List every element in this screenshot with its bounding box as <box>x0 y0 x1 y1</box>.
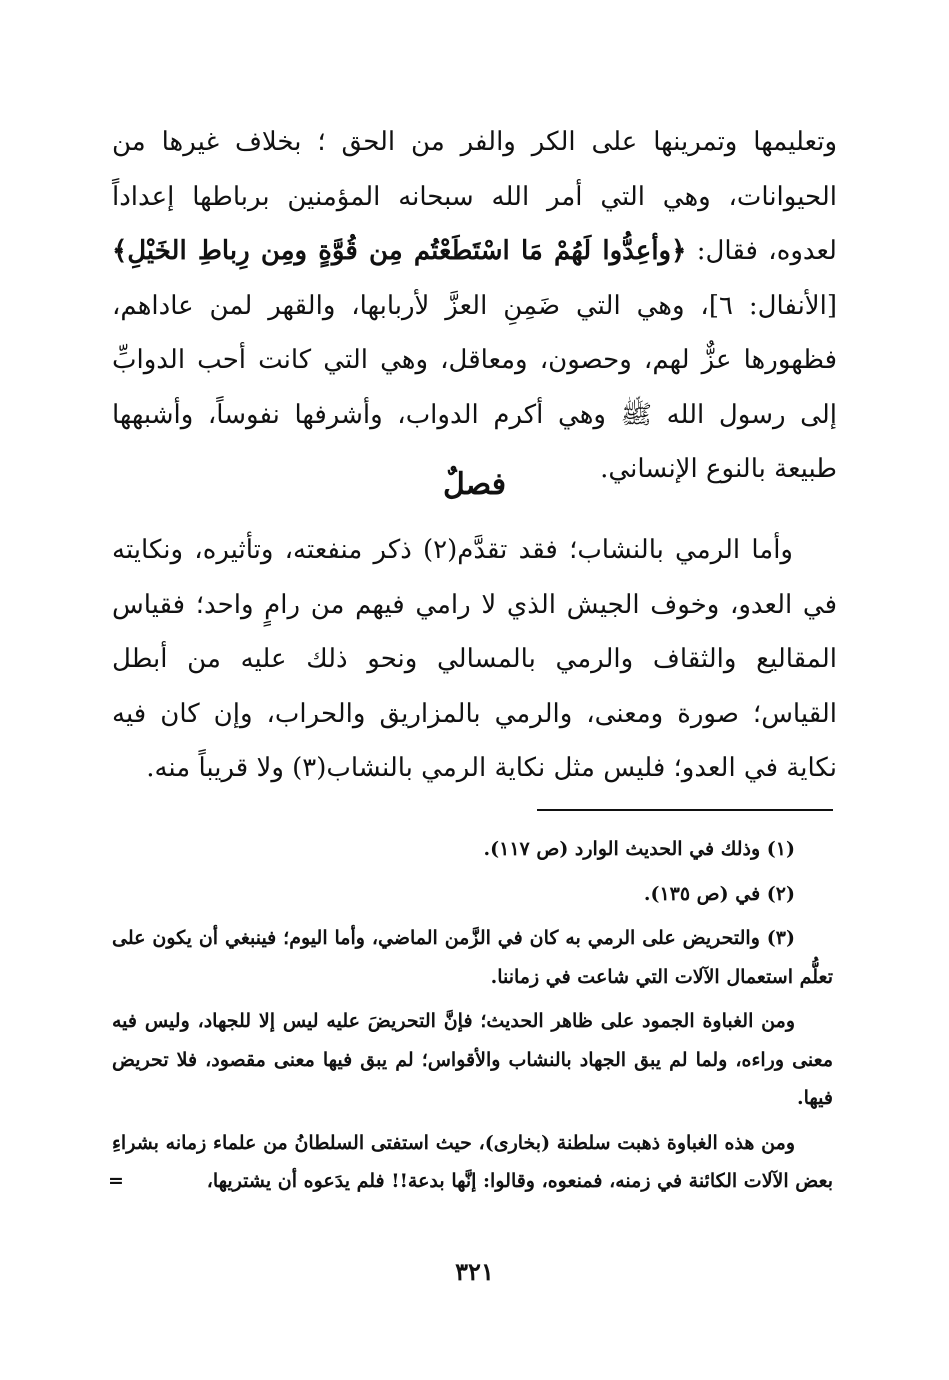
paragraph-archery-text: وأما الرمي بالنشاب؛ فقد تقدَّم(٢) ذكر منفعته، وتأثيره، ونكايته في العدو، وخوف الجيش الذي لا رامي فيهم من رامٍ واحد؛ فقياس المقاليع والثقاف والرمي بالمسالي ونحو ذلك عليه من أبطل القياس؛ صورة ومعنى، والرمي بالمزاريق والحراب، وإن كان فيه نكاية في العدو؛ فليس مثل نكاية الرمي بالنشاب(٣) ولا قريباً منه. <box>112 535 837 783</box>
footnote-3-final <box>108 1124 833 1201</box>
footnote-separator <box>537 809 833 811</box>
footnote-1: (١) وذلك في الحديث الوارد (ص ١١٧). <box>483 838 795 860</box>
footnote-3: (٣) والتحريض على الرمي به كان في الزَّمن الماضي، وأما اليوم؛ فينبغي أن يكون على تعلُّم استعمال الآلات التي شاعت في زماننا. <box>112 927 833 988</box>
section-heading: فصلٌ <box>442 467 507 502</box>
paragraph-archery <box>112 523 837 796</box>
page-number: ٣٢١ <box>455 1257 494 1286</box>
footnotes <box>108 830 833 1207</box>
footnote-3-continued: ومن الغباوة الجمود على ظاهر الحديث؛ فإنَّ التحريضَ عليه ليس إلا للجهاد، وليس فيه معنى وراءه، ولما لم يبق الجهاد بالنشاب والأقواس؛ لم يبق فيها معنى مقصود، فلا تحريض فيها. <box>112 1010 833 1109</box>
paragraph-horses-part2: [الأنفال: ٦]، وهي التي ضَمِنِ العزَّ لأربابها، والقهر لمن عاداهم، فظهورها عزٌّ لهم، وحصون، ومعاقل، وهي التي كانت أحب الدوابِّ إلى رسول الله ﷺ وهي أكرم الدواب، وأشرفها نفوساً، وأشبهها طبيعة بالنوع الإنساني. <box>112 290 837 484</box>
footnote-3-final-text: ومن هذه الغباوة ذهبت سلطنة (بخارى)، حيث استفتى السلطانُ من علماء زمانه بشراءِ بعض الآلات الكائنة في زمنه، فمنعوه، وقالوا: إنَّها بدعة!! فلم يدَعوه أن يشتريها، <box>112 1131 833 1192</box>
footnote-2: (٢) في (ص ١٣٥). <box>643 882 795 905</box>
continuation-mark: = <box>108 1170 124 1192</box>
paragraph-horses <box>112 115 837 497</box>
paragraph-horses-part1: وتعليمها وتمرينها على الكر والفر من الحق ؛ بخلاف غيرها من الحيوانات، وهي التي أمر الله سبحانه المؤمنين برباطها إعداداً لعدوه، فقال: <box>112 127 837 266</box>
quran-verse: ﴿وأعِدُّوا لَهُمْ مَا اسْتَطَعْتُم مِن قُوَّةٍ ومِن رِباطِ الخَيْلِ﴾ <box>112 236 687 266</box>
paragraph-horses-text <box>112 115 837 497</box>
